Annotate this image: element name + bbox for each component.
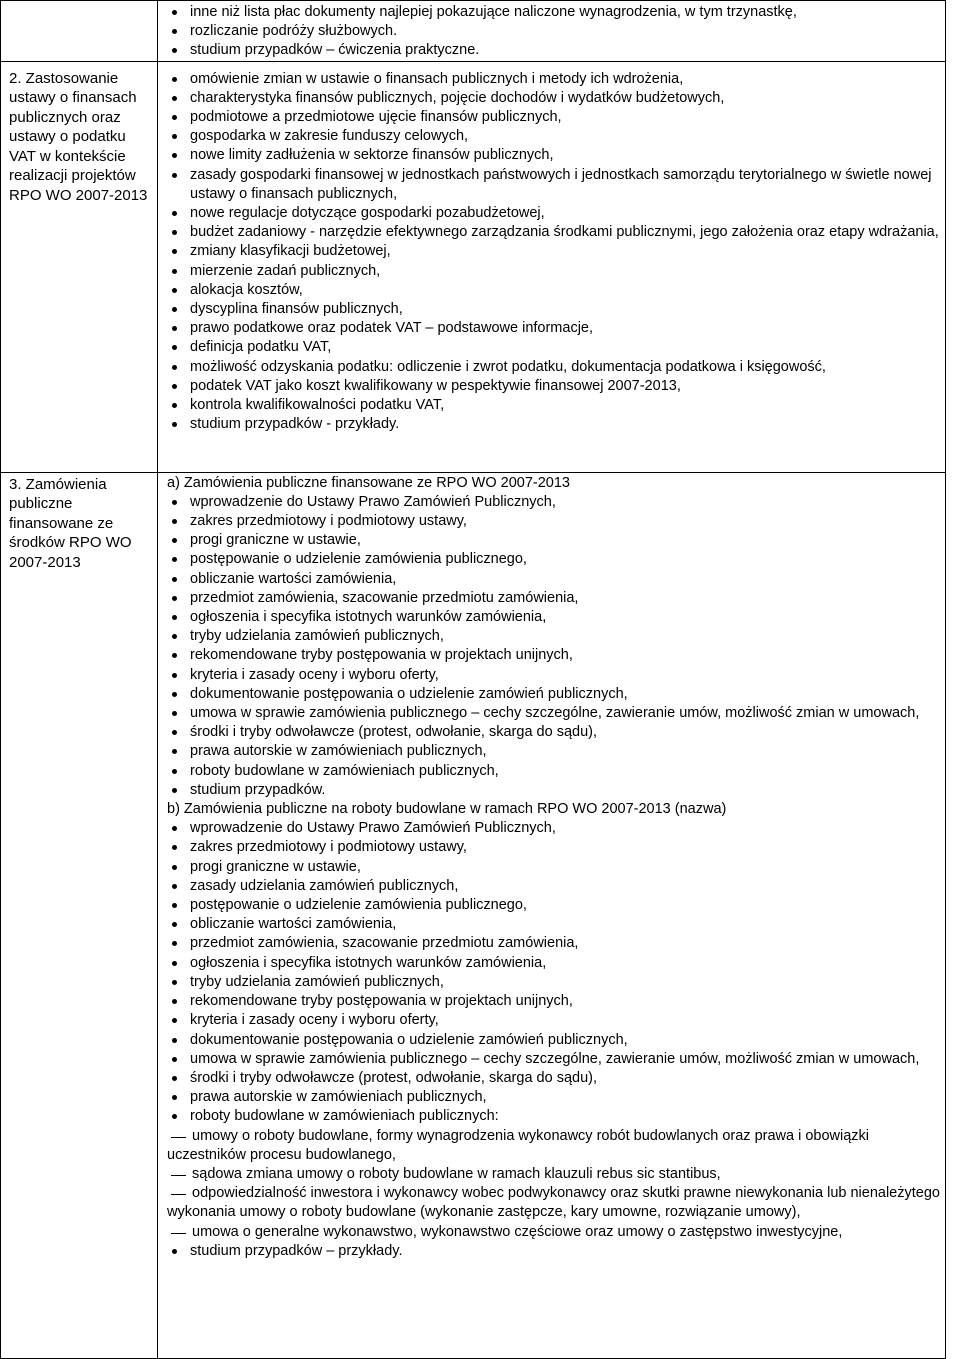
list-item: studium przypadków – przykłady.: [167, 1242, 941, 1261]
list-item: kryteria i zasady oceny i wyboru oferty,: [167, 666, 941, 685]
list-item: podatek VAT jako koszt kwalifikowany w pespektywie finansowej 2007-2013,: [167, 377, 941, 396]
list-item: zasady udzielania zamówień publicznych,: [167, 877, 941, 896]
topic-cell: [1, 472, 158, 1358]
list-item: środki i tryby odwoławcze (protest, odwołanie, skarga do sądu),: [167, 1069, 941, 1088]
list-item: mierzenie zadań publicznych,: [167, 262, 941, 281]
list-item: zasady gospodarki finansowej w jednostkach państwowych i jednostkach samorządu terytorialnego w świetle nowej ustawy o finansach publicznych,: [167, 166, 941, 204]
list-item: zakres przedmiotowy i podmiotowy ustawy,: [167, 838, 941, 857]
dash-list-item: sądowa zmiana umowy o roboty budowlane w ramach klauzuli rebus sic stantibus,: [167, 1165, 941, 1184]
list-item: studium przypadków.: [167, 781, 941, 800]
list-item: rekomendowane tryby postępowania w projektach unijnych,: [167, 646, 941, 665]
list-item: prawa autorskie w zamówieniach publicznych,: [167, 1088, 941, 1107]
list-item: zmiany klasyfikacji budżetowej,: [167, 242, 941, 261]
list-item: roboty budowlane w zamówieniach publicznych,: [167, 762, 941, 781]
list-item: studium przypadków - przykłady.: [167, 415, 941, 434]
list-item: obliczanie wartości zamówienia,: [167, 570, 941, 589]
topic-cell: [1, 1, 158, 62]
list-item: dokumentowanie postępowania o udzielenie zamówień publicznych,: [167, 685, 941, 704]
topic-label: 2. Zastosowanie ustawy o finansach publicznych oraz ustawy o podatku VAT w kontekście realizacji projektów RPO WO 2007-2013: [9, 69, 148, 204]
list-item: umowa w sprawie zamówienia publicznego – cechy szczególne, zawieranie umów, możliwość zmian w umowach,: [167, 704, 941, 723]
table-row: [1, 472, 946, 1358]
bullet-list: [167, 70, 941, 435]
list-item: wprowadzenie do Ustawy Prawo Zamówień Publicznych,: [167, 493, 941, 512]
topic-label: 3. Zamówienia publiczne finansowane ze środków RPO WO 2007-2013: [9, 475, 132, 571]
content-cell: [158, 61, 946, 472]
list-item: kontrola kwalifikowalności podatku VAT,: [167, 396, 941, 415]
dash-list-item: umowy o roboty budowlane, formy wynagrodzenia wykonawcy robót budowlanych oraz prawa i obowiązki uczestników procesu budowlanego,: [167, 1127, 941, 1165]
list-item: gospodarka w zakresie funduszy celowych,: [167, 127, 941, 146]
dash-list-item: umowa o generalne wykonawstwo, wykonawstwo częściowe oraz umowy o zastępstwo inwestycyjne,: [167, 1223, 941, 1242]
dash-list-item: odpowiedzialność inwestora i wykonawcy wobec podwykonawcy oraz skutki prawne niewykonania lub nienależytego wykonania umowy o roboty budowlane (wykonanie zastępcze, kary umowne, rozwiązanie umowy),: [167, 1184, 941, 1222]
list-item: dyscyplina finansów publicznych,: [167, 300, 941, 319]
list-item: rozliczanie podróży służbowych.: [167, 22, 941, 41]
bullet-list: [167, 819, 941, 1126]
dash-list: [167, 1127, 941, 1242]
list-item: ogłoszenia i specyfika istotnych warunków zamówienia,: [167, 608, 941, 627]
topic-cell: [1, 61, 158, 472]
list-item: możliwość odzyskania podatku: odliczenie i zwrot podatku, dokumentacja podatkowa i księgowość,: [167, 358, 941, 377]
list-item: rekomendowane tryby postępowania w projektach unijnych,: [167, 992, 941, 1011]
list-item: tryby udzielania zamówień publicznych,: [167, 627, 941, 646]
list-item: nowe limity zadłużenia w sektorze finansów publicznych,: [167, 146, 941, 165]
list-item: progi graniczne w ustawie,: [167, 531, 941, 550]
list-item: studium przypadków – ćwiczenia praktyczne.: [167, 41, 941, 60]
bullet-list: [167, 3, 941, 61]
list-item: prawa autorskie w zamówieniach publicznych,: [167, 742, 941, 761]
list-item: ogłoszenia i specyfika istotnych warunków zamówienia,: [167, 954, 941, 973]
list-item: obliczanie wartości zamówienia,: [167, 915, 941, 934]
list-item: postępowanie o udzielenie zamówienia publicznego,: [167, 550, 941, 569]
content-cell: [158, 472, 946, 1358]
bullet-list: [167, 1242, 941, 1261]
table-row: [1, 1, 946, 62]
section-b-heading: b) Zamówienia publiczne na roboty budowlane w ramach RPO WO 2007-2013 (nazwa): [167, 801, 727, 818]
list-item: prawo podatkowe oraz podatek VAT – podstawowe informacje,: [167, 319, 941, 338]
list-item: nowe regulacje dotyczące gospodarki pozabudżetowej,: [167, 204, 941, 223]
list-item: umowa w sprawie zamówienia publicznego – cechy szczególne, zawieranie umów, możliwość zmian w umowach,: [167, 1050, 941, 1069]
list-item: charakterystyka finansów publicznych, pojęcie dochodów i wydatków budżetowych,: [167, 89, 941, 108]
list-item: kryteria i zasady oceny i wyboru oferty,: [167, 1011, 941, 1030]
list-item: przedmiot zamówienia, szacowanie przedmiotu zamówienia,: [167, 934, 941, 953]
list-item: budżet zadaniowy - narzędzie efektywnego zarządzania środkami publicznymi, jego założenia oraz etapy wdrażania,: [167, 223, 941, 242]
list-item: środki i tryby odwoławcze (protest, odwołanie, skarga do sądu),: [167, 723, 941, 742]
list-item: omówienie zmian w ustawie o finansach publicznych i metody ich wdrożenia,: [167, 70, 941, 89]
content-cell: [158, 1, 946, 62]
list-item: przedmiot zamówienia, szacowanie przedmiotu zamówienia,: [167, 589, 941, 608]
list-item: postępowanie o udzielenie zamówienia publicznego,: [167, 896, 941, 915]
list-item: inne niż lista płac dokumenty najlepiej pokazujące naliczone wynagrodzenia, w tym trzynastkę,: [167, 3, 941, 22]
list-item: roboty budowlane w zamówieniach publicznych:: [167, 1107, 941, 1126]
list-item: wprowadzenie do Ustawy Prawo Zamówień Publicznych,: [167, 819, 941, 838]
list-item: dokumentowanie postępowania o udzielenie zamówień publicznych,: [167, 1031, 941, 1050]
list-item: definicja podatku VAT,: [167, 338, 941, 357]
list-item: zakres przedmiotowy i podmiotowy ustawy,: [167, 512, 941, 531]
list-item: progi graniczne w ustawie,: [167, 858, 941, 877]
list-item: alokacja kosztów,: [167, 281, 941, 300]
section-a-heading: a) Zamówienia publiczne finansowane ze RPO WO 2007-2013: [167, 474, 570, 491]
list-item: podmiotowe a przedmiotowe ujęcie finansów publicznych,: [167, 108, 941, 127]
list-item: tryby udzielania zamówień publicznych,: [167, 973, 941, 992]
table-row: [1, 61, 946, 472]
bullet-list: [167, 493, 941, 800]
